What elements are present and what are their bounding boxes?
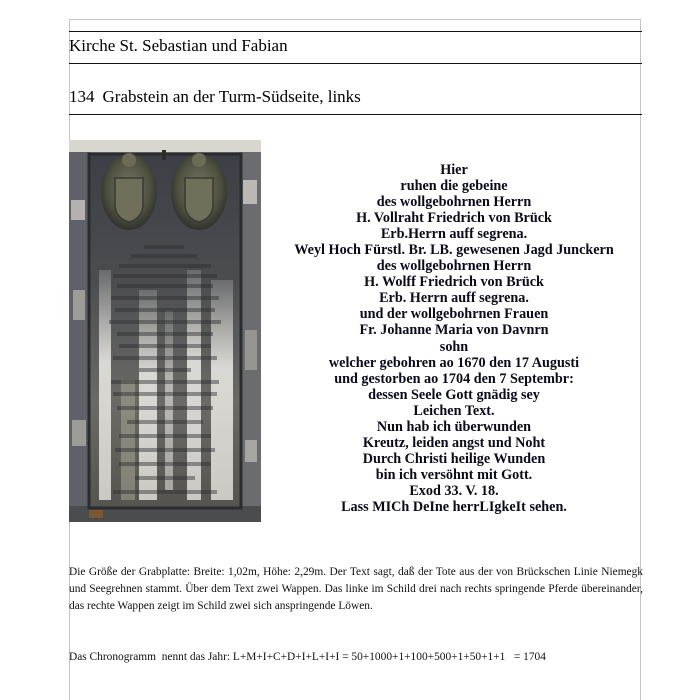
inscription-line: ruhen die gebeine (400, 178, 508, 195)
inscription-line: H. Wolff Friedrich von Brück (364, 274, 544, 291)
church-title: Kirche St. Sebastian und Fabian (69, 36, 288, 55)
inscription-line: Lass MICh DeIne herrLIgkeIt sehen. (341, 498, 567, 515)
chronogram-line: Das Chronogramm nennt das Jahr: L+M+I+C+D+I+L+I+I = 50+1000+1+100+500+1+50+1+1 = 1704 (69, 651, 546, 663)
gravestone-photo (69, 140, 261, 522)
inscription-line: Exod 33. V. 18. (409, 482, 499, 499)
divider-bottom (69, 114, 642, 115)
inscription-line: H. Vollraht Friedrich von Brück (356, 210, 552, 227)
inscription-line: Durch Christi heilige Wunden (362, 450, 546, 467)
item-heading (69, 86, 361, 108)
inscription-line: Kreutz, leiden angst und Noht (362, 434, 546, 451)
divider-top (69, 31, 642, 32)
inscription-line: des wollgebohrnen Herrn (376, 194, 532, 211)
inscription-line: des wollgebohrnen Herrn (376, 258, 532, 275)
inscription-line: Weyl Hoch Fürstl. Br. LB. gewesenen Jagd Junckern (294, 242, 614, 259)
inscription-line: Leichen Text. (413, 402, 495, 419)
inscription-line: Fr. Johanne Maria von Davnrn (359, 322, 549, 339)
item-title: Grabstein an der Turm-Südseite, links (102, 87, 361, 106)
inscription-line: bin ich versöhnt mit Gott. (375, 466, 533, 483)
inscription-line: sohn (439, 338, 469, 355)
inscription-line: Hier (440, 162, 468, 178)
inscription-line: dessen Seele Gott gnädig sey (368, 386, 540, 403)
inscription-line: Nun hab ich überwunden (376, 418, 532, 435)
divider-middle (69, 63, 642, 64)
description-paragraph: Die Größe der Grabplatte: Breite: 1,02m, Höhe: 2,29m. Der Text sagt, daß der Tote aus der von Brückschen Linie Niemegk und Seegrehnen stammt. Über dem Text zwei Wappen. Das linke im Schild drei nach rechts springende Pferde übereinander, das rechte Wappen zeigt im Schild zwei sich anspringende Löwen. (69, 566, 643, 613)
inscription-line: Erb.Herrn auff segrena. (380, 226, 528, 243)
item-number: 134 (69, 87, 95, 106)
inscription-transcription (268, 162, 640, 515)
inscription-line: und der wollgebohrnen Frauen (359, 306, 549, 323)
inscription-line: welcher gebohren ao 1670 den 17 Augusti (328, 354, 580, 371)
inscription-line: und gestorben ao 1704 den 7 Septembr: (334, 370, 574, 387)
inscription-line: Erb. Herrn auff segrena. (379, 290, 529, 307)
